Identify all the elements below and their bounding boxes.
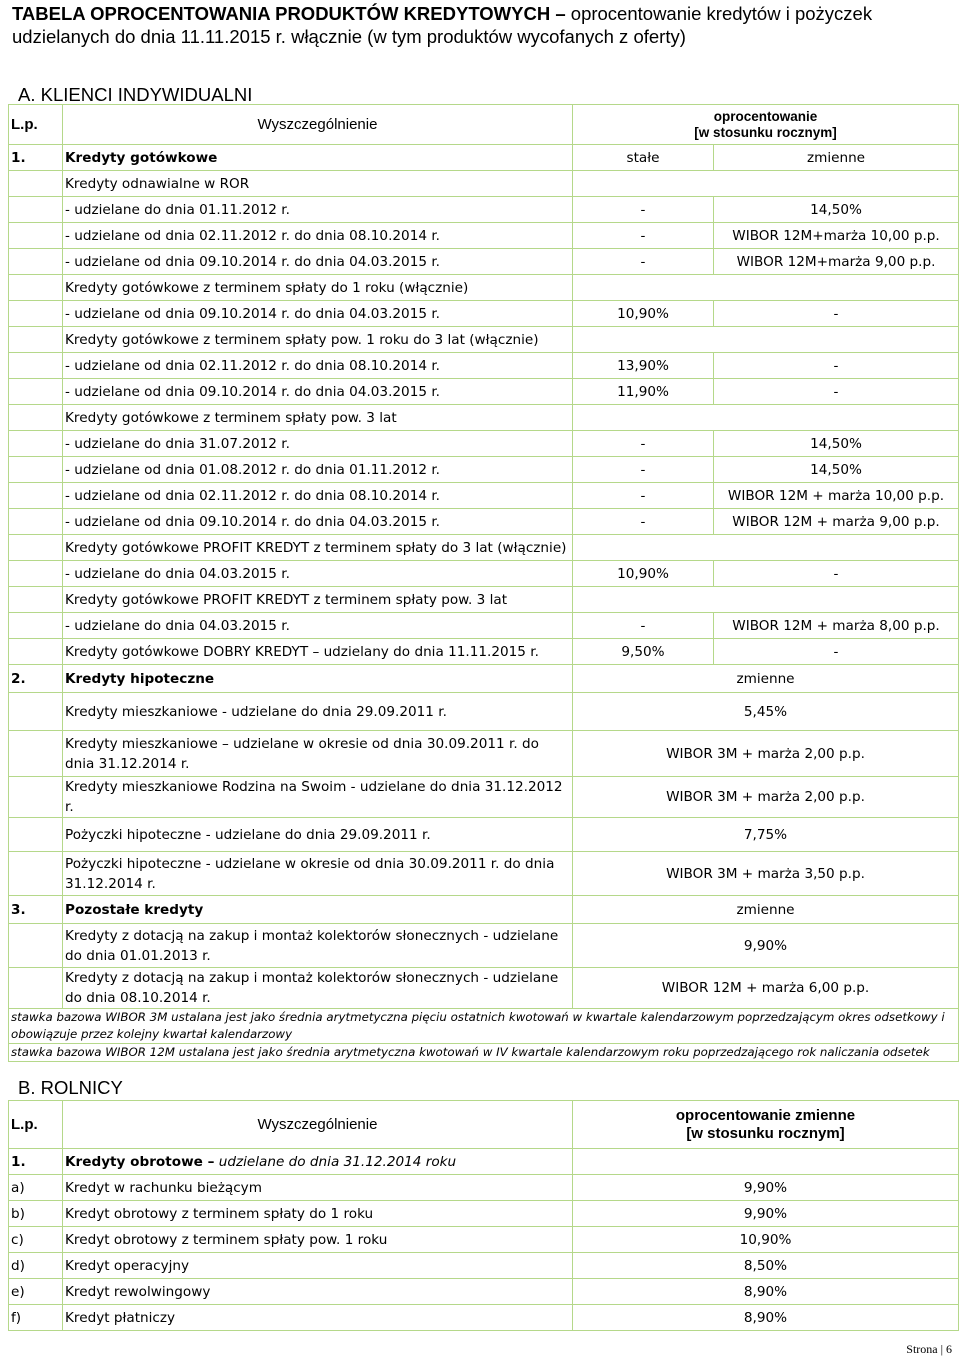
variable-rate-cell — [714, 327, 959, 353]
table-row — [9, 852, 959, 896]
fixed-rate-cell: - — [573, 509, 714, 535]
subgroup-row — [9, 275, 959, 301]
fixed-rate-cell: - — [573, 483, 714, 509]
section-a-table — [8, 104, 959, 1062]
title-bold: TABELA OPROCENTOWANIA PRODUKTÓW KREDYTOWYCH – — [12, 3, 566, 24]
lp-cell — [9, 197, 63, 223]
col-rate-line1: oprocentowanie zmienne — [675, 1106, 856, 1124]
fixed-rate-cell — [573, 587, 714, 613]
lp-cell — [9, 613, 63, 639]
wibor-12m-note-row — [9, 1044, 959, 1062]
fixed-rate-cell: 11,90% — [573, 379, 714, 405]
document-title — [12, 2, 952, 48]
rate-cell: 5,45% — [573, 693, 959, 731]
rate-cell: WIBOR 3M + marża 3,50 p.p. — [573, 852, 959, 896]
rate-cell: 8,50% — [573, 1253, 959, 1279]
lp-cell — [9, 818, 63, 852]
page-footer: Strona | 6 — [906, 1342, 952, 1356]
table-row — [9, 379, 959, 405]
table-row — [9, 1305, 959, 1331]
variable-rate-cell: - — [714, 561, 959, 587]
desc-cell: - udzielane do dnia 04.03.2015 r. — [63, 561, 573, 587]
lp-cell — [9, 561, 63, 587]
lp-cell — [9, 968, 63, 1009]
wibor-12m-note: stawka bazowa WIBOR 12M ustalana jest jako średnia arytmetyczna kwotowań w IV kwartale kalendarzowym roku poprzedzającego rok naliczania odsetek — [9, 1044, 959, 1062]
desc-cell: - udzielane od dnia 02.11.2012 r. do dnia 08.10.2014 r. — [63, 483, 573, 509]
rate-cell: WIBOR 12M + marża 6,00 p.p. — [573, 968, 959, 1009]
variable-rate-cell — [714, 405, 959, 431]
group-3-num: 3. — [9, 896, 63, 924]
col-desc: Wyszczególnienie — [63, 1101, 573, 1149]
desc-cell: - udzielane od dnia 09.10.2014 r. do dnia 04.03.2015 r. — [63, 509, 573, 535]
lp-cell: d) — [9, 1253, 63, 1279]
group-1-title-bold: Kredyty obrotowe – — [65, 1153, 215, 1170]
lp-cell: a) — [9, 1175, 63, 1201]
lp-cell — [9, 379, 63, 405]
subgroup-row — [9, 327, 959, 353]
table-row — [9, 1227, 959, 1253]
rate-cell: 9,90% — [573, 924, 959, 968]
group-1-num: 1. — [9, 145, 63, 171]
table-row — [9, 457, 959, 483]
group-2-variable-label: zmienne — [573, 665, 959, 693]
group-2-row — [9, 665, 959, 693]
col-rate — [573, 1101, 959, 1149]
desc-cell: - udzielane od dnia 01.08.2012 r. do dnia 01.11.2012 r. — [63, 457, 573, 483]
rate-cell: 7,75% — [573, 818, 959, 852]
rate-cell: 8,90% — [573, 1305, 959, 1331]
table-row — [9, 431, 959, 457]
col-rate-line2: [w stosunku rocznym] — [686, 1124, 845, 1142]
lp-cell: c) — [9, 1227, 63, 1253]
col-rate-line1: oprocentowanie — [713, 108, 818, 124]
desc-cell: Pożyczki hipoteczne - udzielane w okresie od dnia 30.09.2011 r. do dnia 31.12.2014 r. — [63, 852, 573, 896]
lp-cell — [9, 483, 63, 509]
fixed-rate-cell — [573, 405, 714, 431]
variable-rate-cell — [714, 171, 959, 197]
group-3-variable-label: zmienne — [573, 896, 959, 924]
lp-cell — [9, 301, 63, 327]
variable-rate-cell — [714, 535, 959, 561]
lp-cell — [9, 509, 63, 535]
table-row — [9, 1279, 959, 1305]
subgroup-row — [9, 535, 959, 561]
lp-cell — [9, 924, 63, 968]
variable-rate-cell: - — [714, 639, 959, 665]
desc-cell: - udzielane od dnia 09.10.2014 r. do dnia 04.03.2015 r. — [63, 249, 573, 275]
group-3-row — [9, 896, 959, 924]
lp-cell — [9, 777, 63, 818]
lp-cell — [9, 852, 63, 896]
desc-cell: Kredyty gotówkowe z terminem spłaty pow. 1 roku do 3 lat (włącznie) — [63, 327, 573, 353]
desc-cell: Kredyt obrotowy z terminem spłaty do 1 roku — [63, 1201, 573, 1227]
variable-rate-cell: WIBOR 12M + marża 10,00 p.p. — [714, 483, 959, 509]
variable-rate-cell: - — [714, 301, 959, 327]
lp-cell — [9, 693, 63, 731]
table-row — [9, 1175, 959, 1201]
table-row — [9, 1201, 959, 1227]
desc-cell: Kredyty gotówkowe PROFIT KREDYT z terminem spłaty pow. 3 lat — [63, 587, 573, 613]
variable-rate-cell: - — [714, 353, 959, 379]
table-header-row — [9, 105, 959, 145]
group-1-rate — [573, 1149, 959, 1175]
fixed-rate-cell — [573, 535, 714, 561]
desc-cell: Kredyty gotówkowe z terminem spłaty pow. 3 lat — [63, 405, 573, 431]
desc-cell: Kredyty mieszkaniowe - udzielane do dnia 29.09.2011 r. — [63, 693, 573, 731]
fixed-rate-cell: - — [573, 457, 714, 483]
desc-cell: Kredyt płatniczy — [63, 1305, 573, 1331]
col-lp: L.p. — [9, 105, 63, 145]
group-1-subtitle: udzielane do dnia 31.12.2014 roku — [214, 1153, 457, 1170]
variable-rate-cell: WIBOR 12M+marża 9,00 p.p. — [714, 249, 959, 275]
fixed-rate-cell: - — [573, 197, 714, 223]
col-desc: Wyszczególnienie — [63, 105, 573, 145]
subgroup-row — [9, 587, 959, 613]
desc-cell: Pożyczki hipoteczne - udzielane do dnia 29.09.2011 r. — [63, 818, 573, 852]
table-row — [9, 353, 959, 379]
variable-rate-cell — [714, 587, 959, 613]
lp-cell: e) — [9, 1279, 63, 1305]
lp-cell — [9, 223, 63, 249]
lp-cell — [9, 457, 63, 483]
table-row — [9, 639, 959, 665]
table-row — [9, 818, 959, 852]
lp-cell — [9, 587, 63, 613]
table-row — [9, 223, 959, 249]
rate-cell: WIBOR 3M + marża 2,00 p.p. — [573, 777, 959, 818]
desc-cell: Kredyt rewolwingowy — [63, 1279, 573, 1305]
table-row — [9, 924, 959, 968]
desc-cell: Kredyty gotówkowe DOBRY KREDYT – udzielany do dnia 11.11.2015 r. — [63, 639, 573, 665]
rate-cell: 9,90% — [573, 1201, 959, 1227]
table-row — [9, 777, 959, 818]
table-row — [9, 483, 959, 509]
variable-rate-cell: 14,50% — [714, 197, 959, 223]
desc-cell: Kredyty z dotacją na zakup i montaż kolektorów słonecznych - udzielane do dnia 08.10.2014 r. — [63, 968, 573, 1009]
group-2-num: 2. — [9, 665, 63, 693]
desc-cell: Kredyt obrotowy z terminem spłaty pow. 1 roku — [63, 1227, 573, 1253]
lp-cell — [9, 731, 63, 777]
desc-cell: - udzielane do dnia 04.03.2015 r. — [63, 613, 573, 639]
table-row — [9, 693, 959, 731]
desc-cell: Kredyty odnawialne w ROR — [63, 171, 573, 197]
variable-rate-cell: WIBOR 12M + marża 9,00 p.p. — [714, 509, 959, 535]
section-b-heading: B. ROLNICY — [18, 1077, 123, 1098]
col-rate — [573, 105, 959, 145]
variable-rate-cell: WIBOR 12M+marża 10,00 p.p. — [714, 223, 959, 249]
variable-rate-cell — [714, 275, 959, 301]
rate-cell: WIBOR 3M + marża 2,00 p.p. — [573, 731, 959, 777]
group-1-variable-label: zmienne — [714, 145, 959, 171]
col-lp: L.p. — [9, 1101, 63, 1149]
fixed-rate-cell: 13,90% — [573, 353, 714, 379]
table-row — [9, 249, 959, 275]
desc-cell: Kredyty z dotacją na zakup i montaż kolektorów słonecznych - udzielane do dnia 01.01.2013 r. — [63, 924, 573, 968]
fixed-rate-cell: - — [573, 223, 714, 249]
fixed-rate-cell — [573, 327, 714, 353]
fixed-rate-cell — [573, 171, 714, 197]
fixed-rate-cell — [573, 275, 714, 301]
lp-cell — [9, 535, 63, 561]
table-row — [9, 561, 959, 587]
lp-cell — [9, 353, 63, 379]
lp-cell — [9, 249, 63, 275]
group-1-row — [9, 145, 959, 171]
table-row — [9, 509, 959, 535]
title-rest: oprocentowanie kredytów i pożyczek udzielanych do dnia 11.11.2015 r. włącznie (w tym produktów wycofanych z oferty) — [12, 3, 873, 47]
desc-cell: - udzielane od dnia 09.10.2014 r. do dnia 04.03.2015 r. — [63, 379, 573, 405]
wibor-3m-note-row — [9, 1009, 959, 1044]
fixed-rate-cell: - — [573, 249, 714, 275]
lp-cell — [9, 431, 63, 457]
subgroup-row — [9, 405, 959, 431]
variable-rate-cell: 14,50% — [714, 431, 959, 457]
rate-cell: 8,90% — [573, 1279, 959, 1305]
table-row — [9, 613, 959, 639]
wibor-3m-note: stawka bazowa WIBOR 3M ustalana jest jako średnia arytmetyczna pięciu ostatnich kwotowań w kwartale kalendarzowym poprzedzającym okres odsetkowy i obowiązuje przez kolejny kwartał kalendarzowy — [9, 1009, 959, 1044]
table-row — [9, 197, 959, 223]
desc-cell: - udzielane od dnia 09.10.2014 r. do dnia 04.03.2015 r. — [63, 301, 573, 327]
rate-cell: 9,90% — [573, 1175, 959, 1201]
group-1-title: Kredyty gotówkowe — [63, 145, 573, 171]
lp-cell — [9, 171, 63, 197]
table-header-row — [9, 1101, 959, 1149]
desc-cell: Kredyty gotówkowe z terminem spłaty do 1 roku (włącznie) — [63, 275, 573, 301]
fixed-rate-cell: 9,50% — [573, 639, 714, 665]
desc-cell: Kredyty gotówkowe PROFIT KREDYT z terminem spłaty do 3 lat (włącznie) — [63, 535, 573, 561]
group-2-title: Kredyty hipoteczne — [63, 665, 573, 693]
lp-cell — [9, 327, 63, 353]
lp-cell — [9, 275, 63, 301]
lp-cell: f) — [9, 1305, 63, 1331]
desc-cell: Kredyt operacyjny — [63, 1253, 573, 1279]
lp-cell — [9, 405, 63, 431]
subgroup-row — [9, 171, 959, 197]
desc-cell: - udzielane do dnia 31.07.2012 r. — [63, 431, 573, 457]
lp-cell: b) — [9, 1201, 63, 1227]
desc-cell: - udzielane od dnia 02.11.2012 r. do dnia 08.10.2014 r. — [63, 223, 573, 249]
variable-rate-cell: 14,50% — [714, 457, 959, 483]
variable-rate-cell: - — [714, 379, 959, 405]
lp-cell — [9, 639, 63, 665]
rate-cell: 10,90% — [573, 1227, 959, 1253]
table-row — [9, 731, 959, 777]
table-row — [9, 968, 959, 1009]
group-3-title: Pozostałe kredyty — [63, 896, 573, 924]
group-1-num: 1. — [9, 1149, 63, 1175]
group-1-row — [9, 1149, 959, 1175]
section-b-table — [8, 1100, 959, 1331]
desc-cell: Kredyt w rachunku bieżącym — [63, 1175, 573, 1201]
desc-cell: - udzielane do dnia 01.11.2012 r. — [63, 197, 573, 223]
desc-cell: - udzielane od dnia 02.11.2012 r. do dnia 08.10.2014 r. — [63, 353, 573, 379]
fixed-rate-cell: 10,90% — [573, 301, 714, 327]
table-row — [9, 1253, 959, 1279]
group-1-fixed-label: stałe — [573, 145, 714, 171]
desc-cell: Kredyty mieszkaniowe Rodzina na Swoim - udzielane do dnia 31.12.2012 r. — [63, 777, 573, 818]
group-1-title — [63, 1149, 573, 1175]
fixed-rate-cell: - — [573, 431, 714, 457]
table-row — [9, 301, 959, 327]
col-rate-line2: [w stosunku rocznym] — [694, 124, 837, 140]
section-a-heading: A. KLIENCI INDYWIDUALNI — [18, 84, 253, 105]
fixed-rate-cell: - — [573, 613, 714, 639]
fixed-rate-cell: 10,90% — [573, 561, 714, 587]
desc-cell: Kredyty mieszkaniowe – udzielane w okresie od dnia 30.09.2011 r. do dnia 31.12.2014 r. — [63, 731, 573, 777]
variable-rate-cell: WIBOR 12M + marża 8,00 p.p. — [714, 613, 959, 639]
